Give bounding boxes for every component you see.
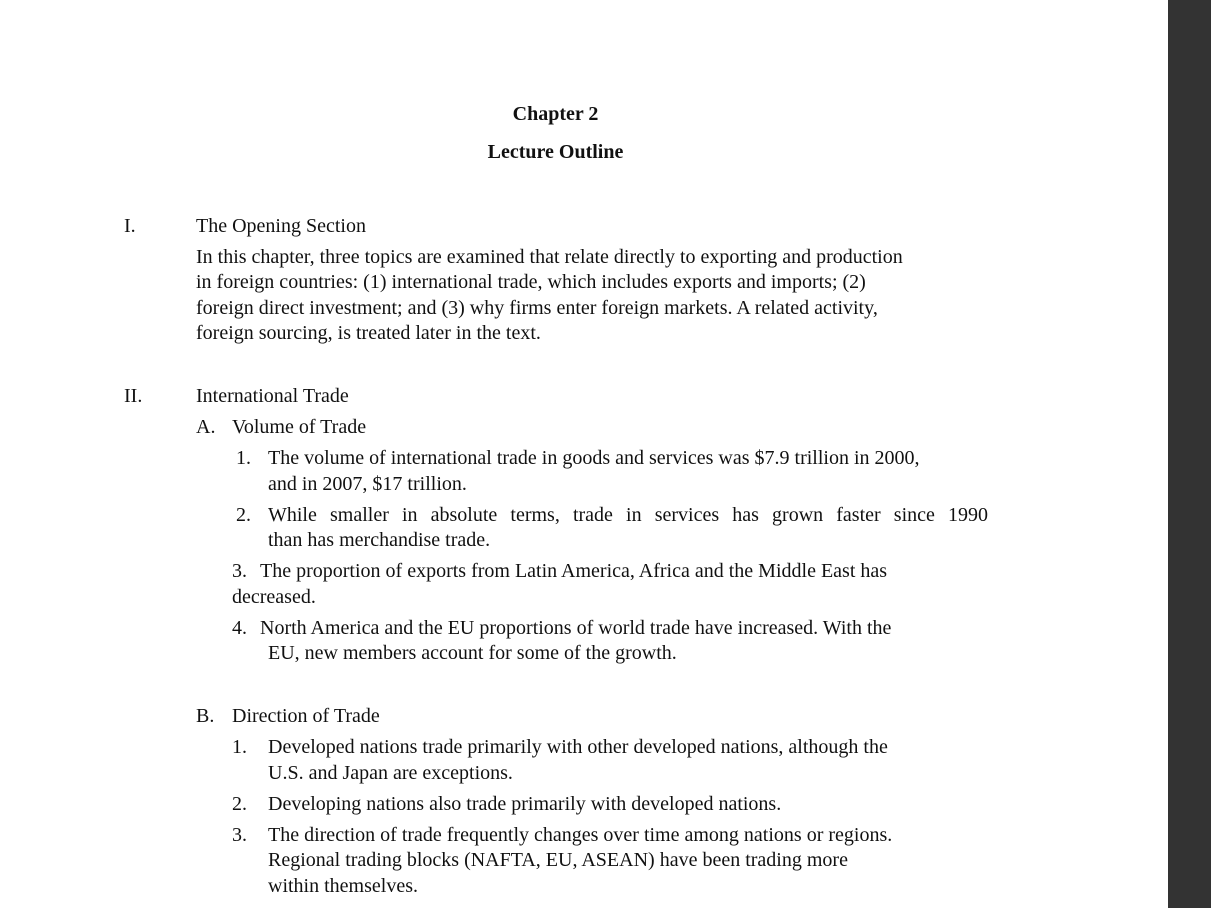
- section-2-title: International Trade: [196, 385, 349, 407]
- section-1-paragraph-line: In this chapter, three topics are examined that relate directly to exporting and production: [196, 246, 903, 268]
- list-item-line: The proportion of exports from Latin America, Africa and the Middle East has: [260, 560, 888, 582]
- list-item-number: 3.: [232, 824, 247, 846]
- list-item-number: 3.: [232, 560, 247, 582]
- list-item-line: Developing nations also trade primarily with developed nations.: [268, 793, 782, 815]
- section-1-numeral: I.: [124, 215, 136, 237]
- section-1-paragraph-line: in foreign countries: (1) international trade, which includes exports and imports; (2): [196, 271, 866, 293]
- list-item-number: 4.: [232, 617, 247, 639]
- section-1-paragraph-line: foreign direct investment; and (3) why firms enter foreign markets. A related activity,: [196, 297, 878, 319]
- chapter-title: Chapter 2: [512, 103, 599, 125]
- list-item-number: 2.: [232, 793, 247, 815]
- list-item-line: than has merchandise trade.: [268, 529, 491, 551]
- vertical-scrollbar[interactable]: [1168, 0, 1211, 908]
- list-item-number: 1.: [232, 736, 247, 758]
- subsection-a-letter: A.: [196, 416, 216, 438]
- list-item-line: The volume of international trade in goods and services was $7.9 trillion in 2000,: [268, 447, 920, 469]
- list-item-number: 2.: [236, 504, 251, 526]
- list-item-line: decreased.: [232, 586, 316, 608]
- list-item-line: U.S. and Japan are exceptions.: [268, 762, 513, 784]
- section-1-title: The Opening Section: [196, 215, 366, 237]
- subsection-b-letter: B.: [196, 705, 215, 727]
- list-item-line: Regional trading blocks (NAFTA, EU, ASEAN) have been trading more: [268, 849, 848, 871]
- section-2-numeral: II.: [124, 385, 143, 407]
- subsection-b-title: Direction of Trade: [232, 705, 380, 727]
- section-1-paragraph-line: foreign sourcing, is treated later in the text.: [196, 322, 541, 344]
- list-item-line: within themselves.: [268, 875, 418, 897]
- list-item-line: and in 2007, $17 trillion.: [268, 473, 467, 495]
- outline-subtitle: Lecture Outline: [487, 141, 624, 163]
- subsection-a-title: Volume of Trade: [232, 416, 367, 438]
- list-item-line: North America and the EU proportions of world trade have increased. With the: [260, 617, 892, 639]
- list-item-line: EU, new members account for some of the growth.: [268, 642, 677, 664]
- list-item-line: The direction of trade frequently changes over time among nations or regions.: [268, 824, 893, 846]
- list-item-line: Developed nations trade primarily with other developed nations, although the: [268, 736, 888, 758]
- list-item-number: 1.: [236, 447, 251, 469]
- list-item-line: While smaller in absolute terms, trade in services has grown faster since 1990: [268, 504, 988, 526]
